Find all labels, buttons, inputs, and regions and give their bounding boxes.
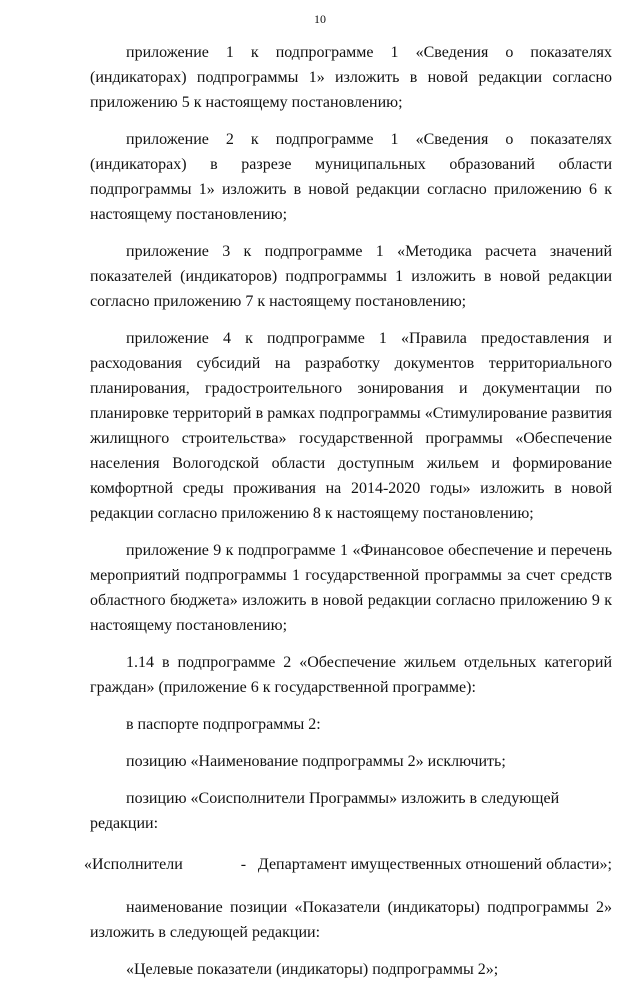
paragraph-appendix-3: приложение 3 к подпрограмме 1 «Методика расчета значений показателей (индикаторов) подпрограммы 1 изложить в новой редакции согласно приложению 7 к настоящему постановлению; (90, 243, 612, 310)
paragraph-target-indicators: «Целевые показатели (индикаторы) подпрограммы 2»; (126, 961, 499, 978)
executors-row (84, 852, 612, 877)
paragraph-item-1-14: 1.14 в подпрограмме 2 «Обеспечение жильем отдельных категорий граждан» (приложение 6 к государственной программе): (90, 654, 612, 696)
paragraph-indicators-name: наименование позиции «Показатели (индикаторы) подпрограммы 2» изложить в следующей редакции: (90, 899, 612, 941)
executors-dash: - (240, 856, 247, 873)
page-number: 10 (314, 12, 326, 26)
paragraph-appendix-1: приложение 1 к подпрограмме 1 «Сведения о показателях (индикаторах) подпрограммы 1» изложить в новой редакции согласно приложению 5 к настоящему постановлению; (90, 44, 612, 111)
executors-label: «Исполнители (84, 856, 183, 873)
paragraph-appendix-4: приложение 4 к подпрограмме 1 «Правила предоставления и расходования субсидий на разработку документов территориального планирования, градостроительного зонирования и документации по планировке территорий в рамках подпрограммы «Стимулирование развития жилищного строительства» государственной программы «Обеспечение населения Вологодской области доступным жильем и формирование комфортной среды проживания на 2014-2020 годы» изложить в новой редакции согласно приложению 8 к настоящему постановлению; (90, 330, 612, 522)
paragraph-appendix-9: приложение 9 к подпрограмме 1 «Финансовое обеспечение и перечень мероприятий подпрограммы 1 государственной программы за счет средств областного бюджета» изложить в новой редакции согласно приложению 9 к настоящему постановлению; (90, 542, 612, 634)
paragraph-passport: в паспорте подпрограммы 2: (126, 716, 321, 733)
paragraph-appendix-2: приложение 2 к подпрограмме 1 «Сведения о показателях (индикаторах) в разрезе муниципальных образований области подпрограммы 1» изложить в новой редакции согласно приложению 6 к настоящему постановлению; (90, 131, 612, 223)
executors-value: Департамент имущественных отношений области»; (257, 856, 612, 873)
paragraph-coexecutors: позицию «Соисполнители Программы» изложить в следующей редакции: (90, 790, 560, 832)
paragraph-exclude-name: позицию «Наименование подпрограммы 2» исключить; (126, 753, 506, 770)
document-body (84, 40, 612, 994)
